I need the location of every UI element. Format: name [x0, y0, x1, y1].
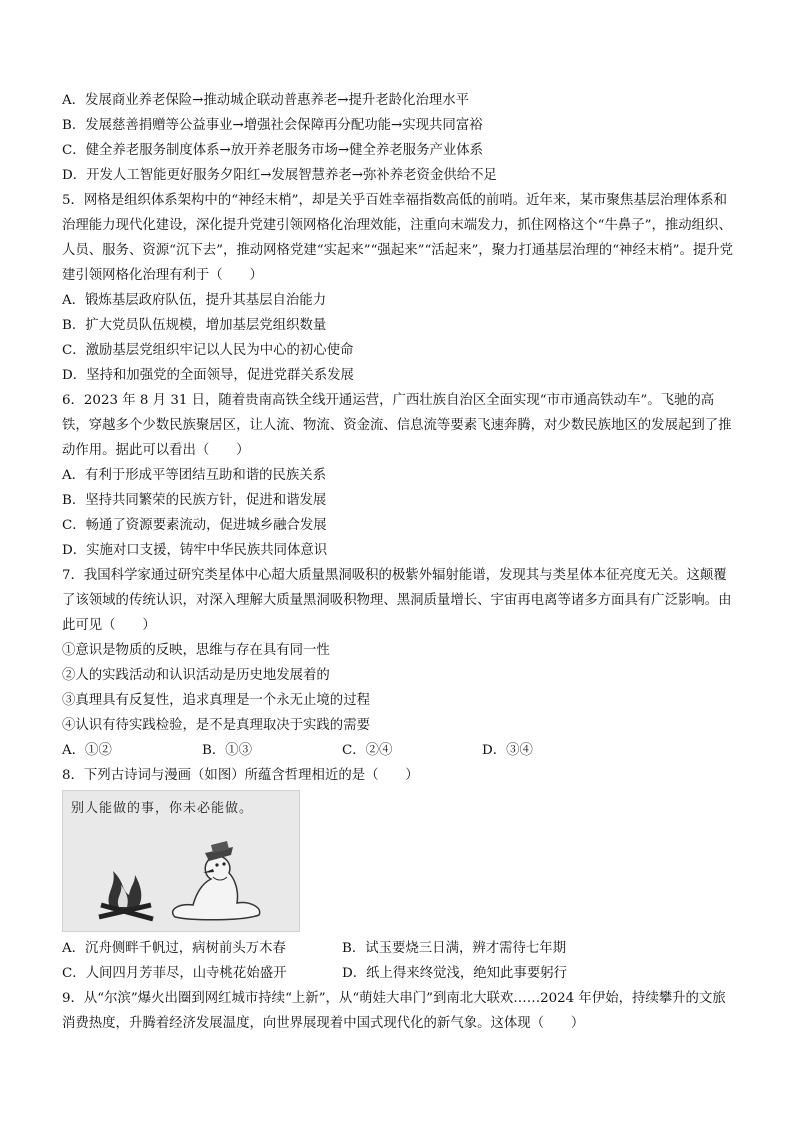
q5-option-c: C．激励基层党组织牢记以人民为中心的初心使命	[62, 343, 354, 358]
q4-option-d: D．开发人工智能更好服务夕阳红→发展智慧养老→弥补养老资金供给不足	[62, 168, 497, 183]
q8-option-c: C．人间四月芳菲尽，山寺桃花始盛开	[62, 966, 287, 981]
q8-options-row-2	[62, 961, 738, 986]
melting-snowman-icon	[173, 841, 260, 920]
q7-statement-1: ①意识是物质的反映，思维与存在具有同一性	[62, 643, 330, 658]
q5-option-d: D．坚持和加强党的全面领导，促进党群关系发展	[62, 368, 354, 383]
q4-option-b: B．发展慈善捐赠等公益事业→增强社会保障再分配功能→实现共同富裕	[62, 118, 483, 133]
q6-option-b: B．坚持共同繁荣的民族方针，促进和谐发展	[62, 493, 327, 508]
cartoon-caption: 别人能做的事，你未必能做。	[71, 801, 254, 816]
q7-option-d: D．③④	[482, 743, 533, 758]
q5-option-b: B．扩大党员队伍规模，增加基层党组织数量	[62, 318, 327, 333]
q4-option-a: A．发展商业养老保险→推动城企联动普惠养老→提升老龄化治理水平	[62, 93, 470, 108]
q7-option-c: C．②④	[342, 743, 393, 758]
q4-option-c: C．健全养老服务制度体系→放开养老服务市场→健全养老服务产业体系	[62, 143, 484, 158]
q6-option-a: A．有利于形成平等团结互助和谐的民族关系	[62, 468, 327, 483]
q6-option-d: D．实施对口支援，铸牢中华民族共同体意识	[62, 543, 328, 558]
q7-option-b: B．①③	[202, 743, 253, 758]
q7-stem: 7．我国科学家通过研究类星体中心超大质量黑洞吸积的极紫外辐射能谱，发现其与类星体本征亮度无关。这颠覆了该领域的传统认识，对深入理解大质量黑洞吸积物理、黑洞质量增长、宇宙再电离等诸多方面具有广泛影响。由此可见（ ）	[62, 568, 732, 633]
q8-option-a: A．沉舟侧畔千帆过，病树前头万木春	[62, 941, 286, 956]
q5-stem: 5．网格是组织体系架构中的“神经末梢”，却是关乎百姓幸福指数高低的前哨。近年来，某市聚焦基层治理体系和治理能力现代化建设，深化提升党建引领网格化治理效能，注重向末端发力，抓住网格这个“牛鼻子”，推动组织、人员、服务、资源“沉下去”，推动网格党建“实起来”“强起来”“活起来”，聚力打通基层治理的“神经末梢”。提升党建引领网格化治理有利于（ ）	[62, 193, 734, 283]
q8-options-row-1	[62, 936, 738, 961]
q6-option-c: C．畅通了资源要素流动，促进城乡融合发展	[62, 518, 327, 533]
q8-option-b: B．试玉要烧三日满，辨才需待七年期	[342, 941, 567, 956]
q8-stem: 8．下列古诗词与漫画（如图）所蕴含哲理相近的是（ ）	[62, 768, 419, 783]
cartoon-image	[62, 790, 300, 932]
q9-stem: 9．从“尔滨”爆火出圈到网红城市持续“上新”，从“萌娃大串门”到南北大联欢……2024 年伊始，持续攀升的文旅消费热度，升腾着经济发展温度，向世界展现着中国式现代化的新气象。这体现（ ）	[62, 991, 726, 1031]
q7-options	[62, 738, 738, 763]
q7-statement-3: ③真理具有反复性，追求真理是一个永无止境的过程	[62, 693, 370, 708]
q8-option-d: D．纸上得来终觉浅，绝知此事要躬行	[342, 966, 567, 981]
q6-stem: 6．2023 年 8 月 31 日，随着贵南高铁全线开通运营，广西壮族自治区全面实现“市市通高铁动车”。飞驰的高铁，穿越多个少数民族聚居区，让人流、物流、资金流、信息流等要素飞速奔腾，对少数民族地区的发展起到了推动作用。据此可以看出（ ）	[62, 393, 732, 458]
q5-option-a: A．锻炼基层政府队伍，提升其基层自治能力	[62, 293, 327, 308]
campfire-icon	[99, 871, 153, 919]
q7-statement-2: ②人的实践活动和认识活动是历史地发展着的	[62, 668, 330, 683]
q7-statement-4: ④认识有待实践检验，是不是真理取决于实践的需要	[62, 718, 370, 733]
page-content	[62, 88, 738, 1036]
q7-option-a: A．①②	[62, 743, 112, 758]
